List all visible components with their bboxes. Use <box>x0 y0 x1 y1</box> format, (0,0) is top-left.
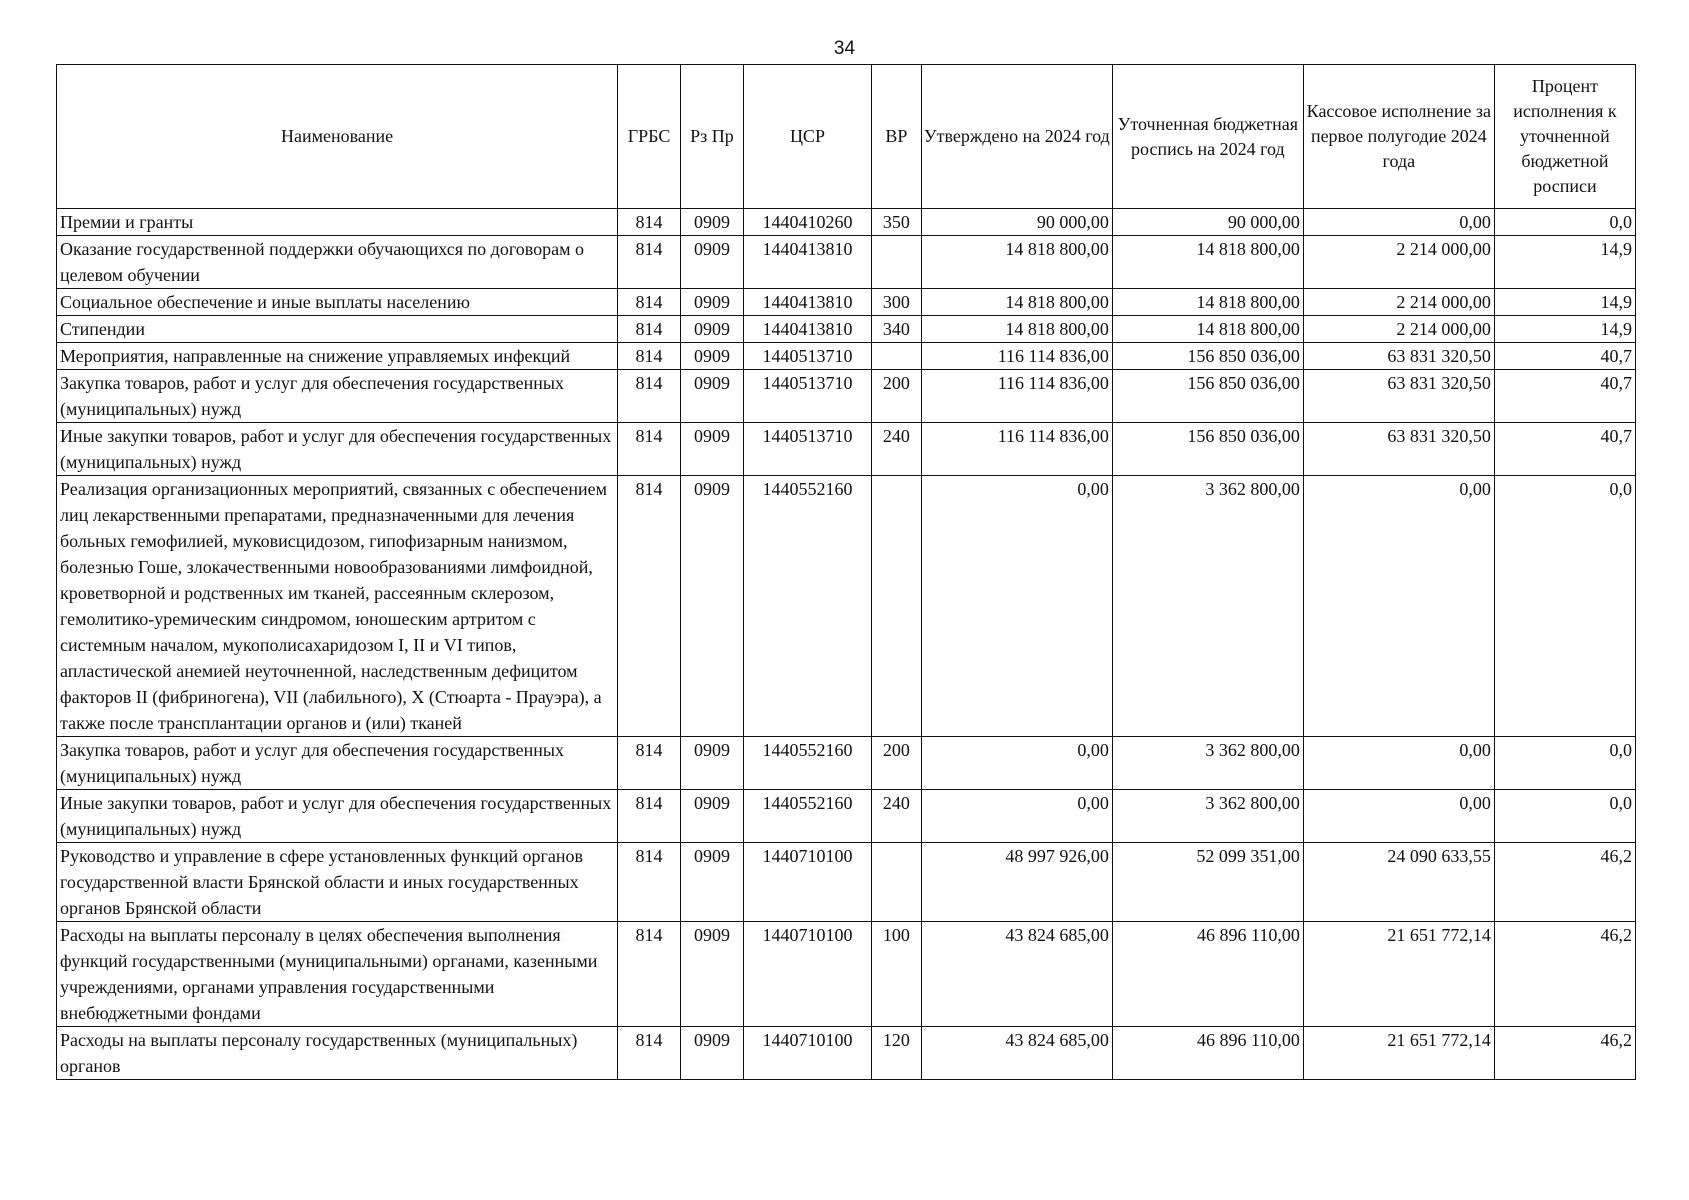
cell-cash: 2 214 000,00 <box>1303 289 1494 316</box>
cell-refined: 46 896 110,00 <box>1112 922 1303 1027</box>
cell-refined: 156 850 036,00 <box>1112 423 1303 476</box>
cell-approved: 14 818 800,00 <box>921 289 1112 316</box>
cell-refined: 3 362 800,00 <box>1112 737 1303 790</box>
cell-grbs: 814 <box>618 843 681 922</box>
header-name: Наименование <box>57 65 618 209</box>
header-vr: ВР <box>871 65 921 209</box>
cell-refined: 14 818 800,00 <box>1112 289 1303 316</box>
cell-rzpr: 0909 <box>680 737 743 790</box>
cell-approved: 43 824 685,00 <box>921 1027 1112 1080</box>
cell-csr: 1440552160 <box>743 790 871 843</box>
cell-approved: 0,00 <box>921 476 1112 737</box>
cell-grbs: 814 <box>618 316 681 343</box>
cell-name: Стипендии <box>57 316 618 343</box>
cell-csr: 1440513710 <box>743 343 871 370</box>
cell-percent: 40,7 <box>1494 370 1635 423</box>
cell-name: Премии и гранты <box>57 209 618 236</box>
cell-approved: 14 818 800,00 <box>921 316 1112 343</box>
cell-cash: 63 831 320,50 <box>1303 423 1494 476</box>
cell-grbs: 814 <box>618 922 681 1027</box>
cell-vr: 240 <box>871 423 921 476</box>
header-refined: Уточненная бюджетная роспись на 2024 год <box>1112 65 1303 209</box>
cell-name: Оказание государственной поддержки обучающихся по договорам о целевом обучении <box>57 236 618 289</box>
cell-percent: 14,9 <box>1494 289 1635 316</box>
cell-cash: 24 090 633,55 <box>1303 843 1494 922</box>
cell-percent: 46,2 <box>1494 922 1635 1027</box>
cell-vr: 240 <box>871 790 921 843</box>
cell-refined: 52 099 351,00 <box>1112 843 1303 922</box>
cell-refined: 14 818 800,00 <box>1112 236 1303 289</box>
cell-cash: 2 214 000,00 <box>1303 236 1494 289</box>
cell-rzpr: 0909 <box>680 370 743 423</box>
cell-name: Закупка товаров, работ и услуг для обеспечения государственных (муниципальных) нужд <box>57 370 618 423</box>
cell-rzpr: 0909 <box>680 1027 743 1080</box>
cell-rzpr: 0909 <box>680 289 743 316</box>
table-row <box>57 236 1636 289</box>
cell-grbs: 814 <box>618 1027 681 1080</box>
cell-name: Реализация организационных мероприятий, связанных с обеспечением лиц лекарственными препаратами, предназначенными для лечения больных гемофилией, муковисцидозом, гипофизарным нанизмом, болезнью Гоше, злокачественными новообразованиями лимфоидной, кроветворной и родственных им тканей, рассеянным склерозом, гемолитико-уремическим синдромом, юношеским артритом с системным началом, мукополисахаридозом I, II и VI типов, апластической анемией неуточненной, наследственным дефицитом факторов II (фибриногена), VII (лабильного), X (Стюарта - Прауэра), а также после трансплантации органов и (или) тканей <box>57 476 618 737</box>
cell-percent: 0,0 <box>1494 737 1635 790</box>
cell-vr: 200 <box>871 370 921 423</box>
table-row <box>57 289 1636 316</box>
table-row <box>57 922 1636 1027</box>
cell-rzpr: 0909 <box>680 790 743 843</box>
cell-vr <box>871 476 921 737</box>
header-cash: Кассовое исполнение за первое полугодие 2024 года <box>1303 65 1494 209</box>
cell-vr: 100 <box>871 922 921 1027</box>
table-row <box>57 209 1636 236</box>
cell-csr: 1440552160 <box>743 476 871 737</box>
cell-percent: 14,9 <box>1494 316 1635 343</box>
cell-percent: 46,2 <box>1494 1027 1635 1080</box>
cell-rzpr: 0909 <box>680 922 743 1027</box>
cell-vr <box>871 843 921 922</box>
cell-cash: 21 651 772,14 <box>1303 1027 1494 1080</box>
cell-vr: 300 <box>871 289 921 316</box>
table-body <box>57 209 1636 1080</box>
page-number: 34 <box>833 38 856 59</box>
cell-cash: 21 651 772,14 <box>1303 922 1494 1027</box>
header-csr: ЦСР <box>743 65 871 209</box>
table-row <box>57 790 1636 843</box>
cell-refined: 14 818 800,00 <box>1112 316 1303 343</box>
cell-vr <box>871 236 921 289</box>
cell-refined: 156 850 036,00 <box>1112 370 1303 423</box>
cell-percent: 46,2 <box>1494 843 1635 922</box>
cell-csr: 1440710100 <box>743 1027 871 1080</box>
cell-vr: 350 <box>871 209 921 236</box>
cell-rzpr: 0909 <box>680 236 743 289</box>
cell-rzpr: 0909 <box>680 423 743 476</box>
table-row <box>57 423 1636 476</box>
budget-table <box>56 64 1636 1080</box>
cell-grbs: 814 <box>618 236 681 289</box>
cell-csr: 1440413810 <box>743 316 871 343</box>
cell-cash: 63 831 320,50 <box>1303 370 1494 423</box>
cell-cash: 0,00 <box>1303 209 1494 236</box>
cell-name: Социальное обеспечение и иные выплаты населению <box>57 289 618 316</box>
cell-vr <box>871 343 921 370</box>
cell-grbs: 814 <box>618 737 681 790</box>
table-row <box>57 343 1636 370</box>
cell-refined: 90 000,00 <box>1112 209 1303 236</box>
table-row <box>57 843 1636 922</box>
cell-cash: 0,00 <box>1303 476 1494 737</box>
cell-cash: 0,00 <box>1303 790 1494 843</box>
cell-grbs: 814 <box>618 370 681 423</box>
cell-csr: 1440413810 <box>743 236 871 289</box>
cell-name: Руководство и управление в сфере установленных функций органов государственной власти Брянской области и иных государственных органов Брянской области <box>57 843 618 922</box>
cell-csr: 1440513710 <box>743 423 871 476</box>
cell-csr: 1440413810 <box>743 289 871 316</box>
header-rzpr: Рз Пр <box>680 65 743 209</box>
cell-rzpr: 0909 <box>680 343 743 370</box>
cell-cash: 63 831 320,50 <box>1303 343 1494 370</box>
cell-percent: 40,7 <box>1494 343 1635 370</box>
cell-cash: 0,00 <box>1303 737 1494 790</box>
cell-grbs: 814 <box>618 476 681 737</box>
cell-percent: 14,9 <box>1494 236 1635 289</box>
header-grbs: ГРБС <box>618 65 681 209</box>
cell-approved: 0,00 <box>921 737 1112 790</box>
cell-grbs: 814 <box>618 289 681 316</box>
cell-grbs: 814 <box>618 423 681 476</box>
cell-csr: 1440552160 <box>743 737 871 790</box>
cell-approved: 116 114 836,00 <box>921 423 1112 476</box>
header-row <box>57 65 1636 209</box>
cell-approved: 0,00 <box>921 790 1112 843</box>
cell-rzpr: 0909 <box>680 316 743 343</box>
cell-refined: 3 362 800,00 <box>1112 476 1303 737</box>
cell-percent: 0,0 <box>1494 476 1635 737</box>
cell-percent: 0,0 <box>1494 790 1635 843</box>
cell-csr: 1440410260 <box>743 209 871 236</box>
cell-refined: 46 896 110,00 <box>1112 1027 1303 1080</box>
table-row <box>57 1027 1636 1080</box>
cell-cash: 2 214 000,00 <box>1303 316 1494 343</box>
cell-vr: 120 <box>871 1027 921 1080</box>
cell-csr: 1440710100 <box>743 922 871 1027</box>
cell-approved: 90 000,00 <box>921 209 1112 236</box>
cell-name: Закупка товаров, работ и услуг для обеспечения государственных (муниципальных) нужд <box>57 737 618 790</box>
table-row <box>57 476 1636 737</box>
cell-grbs: 814 <box>618 209 681 236</box>
cell-name: Мероприятия, направленные на снижение управляемых инфекций <box>57 343 618 370</box>
cell-approved: 43 824 685,00 <box>921 922 1112 1027</box>
cell-grbs: 814 <box>618 790 681 843</box>
cell-percent: 40,7 <box>1494 423 1635 476</box>
header-percent: Процент исполнения к уточненной бюджетной росписи <box>1494 65 1635 209</box>
cell-approved: 116 114 836,00 <box>921 343 1112 370</box>
header-approved: Утверждено на 2024 год <box>921 65 1112 209</box>
table-row <box>57 370 1636 423</box>
cell-csr: 1440513710 <box>743 370 871 423</box>
table-row <box>57 316 1636 343</box>
cell-approved: 14 818 800,00 <box>921 236 1112 289</box>
cell-grbs: 814 <box>618 343 681 370</box>
cell-name: Расходы на выплаты персоналу в целях обеспечения выполнения функций государственными (муниципальными) органами, казенными учреждениями, органами управления государственными внебюджетными фондами <box>57 922 618 1027</box>
cell-vr: 340 <box>871 316 921 343</box>
cell-approved: 116 114 836,00 <box>921 370 1112 423</box>
cell-rzpr: 0909 <box>680 843 743 922</box>
cell-vr: 200 <box>871 737 921 790</box>
table-row <box>57 737 1636 790</box>
cell-name: Иные закупки товаров, работ и услуг для обеспечения государственных (муниципальных) нужд <box>57 423 618 476</box>
cell-rzpr: 0909 <box>680 209 743 236</box>
cell-refined: 156 850 036,00 <box>1112 343 1303 370</box>
cell-name: Расходы на выплаты персоналу государственных (муниципальных) органов <box>57 1027 618 1080</box>
cell-rzpr: 0909 <box>680 476 743 737</box>
cell-percent: 0,0 <box>1494 209 1635 236</box>
cell-refined: 3 362 800,00 <box>1112 790 1303 843</box>
cell-approved: 48 997 926,00 <box>921 843 1112 922</box>
cell-csr: 1440710100 <box>743 843 871 922</box>
cell-name: Иные закупки товаров, работ и услуг для обеспечения государственных (муниципальных) нужд <box>57 790 618 843</box>
